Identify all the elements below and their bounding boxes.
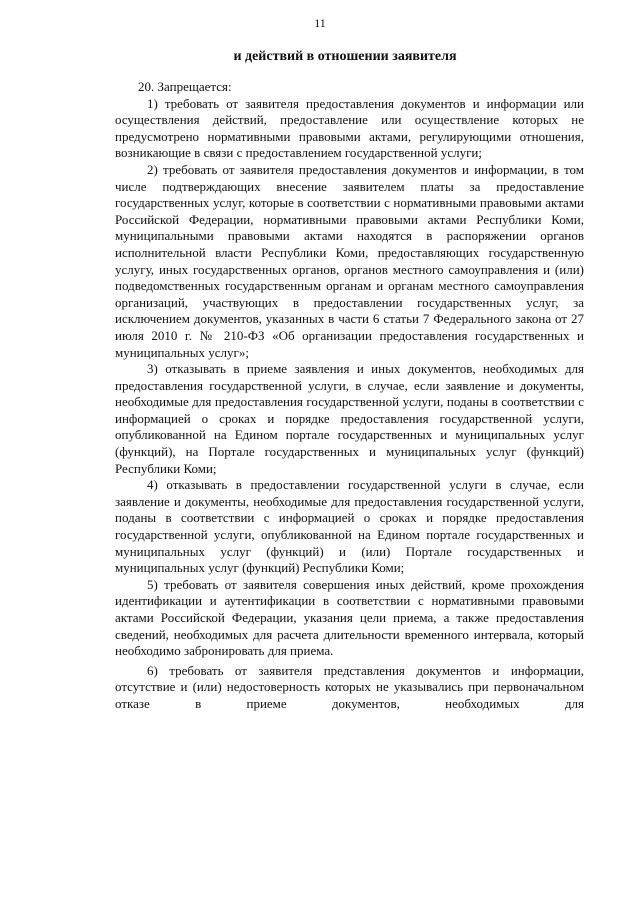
- paragraph-intro: 20. Запрещается:: [138, 79, 232, 94]
- paragraph-item-3: 3) отказывать в приеме заявления и иных документов, необходимых для предоставления государственной услуги, в случае, если заявление и документы, необходимые для предоставления государственной услуги, поданы в соответствии с информацией о сроках и порядке предоставления государственной услуги, опубликованной на Едином портале государственных и муниципальных услуг (функций), на Портале государственных и муниципальных услуг (функций) Республики Коми;: [115, 361, 584, 476]
- paragraph-item-5: 5) требовать от заявителя совершения иных действий, кроме прохождения идентификации и аутентификации в соответствии с нормативными правовыми актами Российской Федерации, указания цели приема, а также предоставления сведений, необходимых для расчета длительности временного интервала, который необходимо забронировать для приема.: [115, 576, 584, 659]
- section-heading: и действий в отношении заявителя: [233, 49, 457, 64]
- page-number: 11: [314, 16, 326, 30]
- paragraph-item-4: 4) отказывать в предоставлении государственной услуги в случае, если заявление и документы, необходимые для предоставления государственной услуги, поданы в соответствии с информацией о сроках и порядке предоставления государственной услуги, опубликованной на Едином портале государственных и муниципальных услуг (функций) и (или) Портале государственных и муниципальных услуг (функций) Республики Коми;: [115, 477, 584, 576]
- paragraph-item-6: 6) требовать от заявителя представления документов и информации, отсутствие и (или) недостоверность которых не указывались при первоначальном отказе в приеме документов, необходимых для: [115, 662, 584, 711]
- paragraph-item-1: 1) требовать от заявителя предоставления документов и информации или осуществления действий, предоставление или осуществление которых не предусмотрено нормативными правовыми актами, регулирующими отношения, возникающие в связи с предоставлением государственной услуги;: [115, 95, 584, 161]
- paragraph-item-2: 2) требовать от заявителя предоставления документов и информации, в том числе подтверждающих внесение заявителем платы за предоставление государственных услуг, которые в соответствии с нормативными правовыми актами Российской Федерации, нормативными правовыми актами Республики Коми, муниципальными правовыми актами находятся в распоряжении органов исполнительной власти Республики Коми, предоставляющих государственную услугу, иных государственных органов, органов местного самоуправления и (или) подведомственных государственным органам и органам местного самоуправления организаций, участвующих в предоставлении государственных услуг, за исключением документов, указанных в части 6 статьи 7 Федерального закона от 27 июля 2010 г. № 210-ФЗ «Об организации предоставления государственных и муниципальных услуг»;: [115, 161, 584, 360]
- document-body: [115, 79, 584, 713]
